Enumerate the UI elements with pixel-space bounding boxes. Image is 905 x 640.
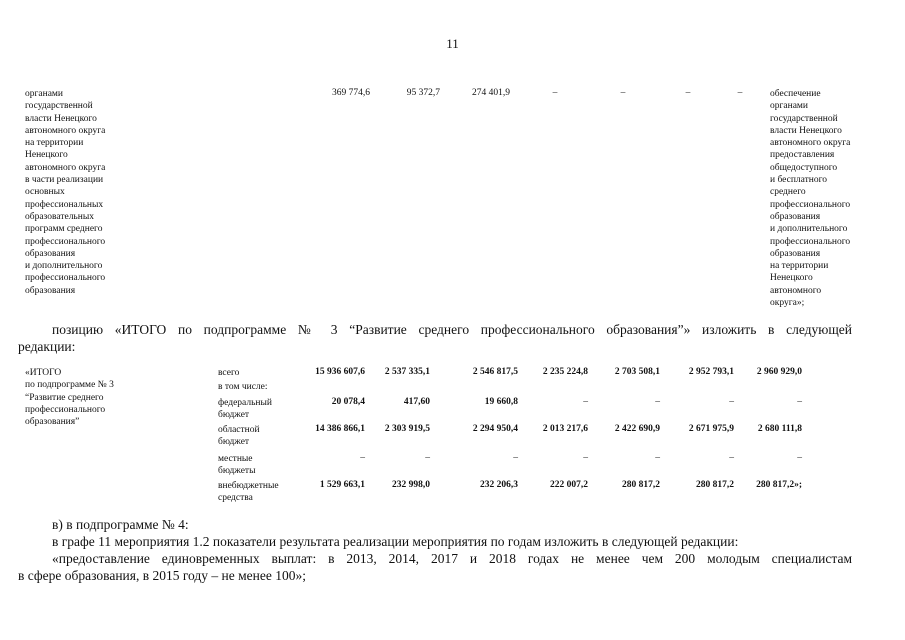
itogo-cell: 2 952 793,1	[688, 367, 734, 377]
itogo-cell: –	[655, 453, 660, 463]
itogo-cell: –	[797, 397, 802, 407]
itogo-cell: –	[729, 397, 734, 407]
continued-row-value: –	[552, 88, 558, 98]
itogo-cell: 232 998,0	[392, 480, 430, 490]
paragraph-itogo-instruction-cont: редакции:	[18, 339, 76, 354]
itogo-cell: 2 680 111,8	[757, 424, 802, 434]
itogo-cell: 15 936 607,6	[315, 367, 365, 377]
continued-row-value: –	[620, 88, 626, 98]
itogo-cell: –	[425, 453, 430, 463]
itogo-cell: 20 078,4	[331, 397, 365, 407]
itogo-cell: –	[360, 453, 365, 463]
itogo-cell: –	[583, 397, 588, 407]
itogo-label: «ИТОГО по подпрограмме № 3 “Развитие среднего профессионального образования”	[25, 368, 114, 428]
itogo-cell: 2 537 335,1	[384, 367, 430, 377]
continued-row-description: органами государственной власти Ненецкого автономного округа на территории Ненецкого автономного округа в части реализации основных профессиональных образовательных программ среднего профессионального образования и дополнительного профессионального образования	[25, 89, 106, 296]
itogo-row-label: в том числе:	[218, 382, 268, 392]
itogo-row-label: внебюджетные средства	[218, 481, 279, 504]
itogo-cell: 1 529 663,1	[319, 480, 365, 490]
continued-row-result: обеспечение органами государственной власти Ненецкого автономного округа предоставления общедоступного и бесплатного среднего профессионального образования и дополнительного профессионального образования на территории Ненецкого автономного округа»;	[770, 89, 851, 309]
continued-row-value: 274 401,9	[472, 88, 510, 98]
itogo-row-label: федеральный бюджет	[218, 398, 272, 421]
itogo-cell: 2 546 817,5	[472, 367, 518, 377]
itogo-cell: 232 206,3	[480, 480, 518, 490]
itogo-cell: 2 294 950,4	[472, 424, 518, 434]
itogo-cell: 2 013 217,6	[542, 424, 588, 434]
itogo-cell: 2 960 929,0	[756, 367, 802, 377]
itogo-cell: –	[583, 453, 588, 463]
itogo-cell: 280 817,2»;	[756, 480, 802, 490]
paragraph-payments-cont: в сфере образования, в 2015 году – не менее 100»;	[18, 568, 306, 583]
paragraph-column-11: в графе 11 мероприятия 1.2 показатели результата реализации мероприятия по годам изложить в следующей редакции:	[52, 534, 739, 549]
itogo-cell: 2 303 919,5	[384, 424, 430, 434]
itogo-cell: 14 386 866,1	[315, 424, 365, 434]
itogo-row-label: местные бюджеты	[218, 454, 256, 477]
itogo-cell: –	[797, 453, 802, 463]
continued-row-value: 95 372,7	[406, 88, 440, 98]
paragraph-subprogram-4: в) в подпрограмме № 4:	[52, 517, 189, 532]
itogo-cell: –	[655, 397, 660, 407]
itogo-cell: 222 007,2	[550, 480, 588, 490]
paragraph-itogo-instruction: позицию «ИТОГО по подпрограмме № 3 “Развитие среднего профессионального образования”» изложить в следующей	[52, 322, 852, 337]
itogo-cell: 2 703 508,1	[614, 367, 660, 377]
itogo-cell: 417,60	[403, 397, 430, 407]
itogo-cell: 19 660,8	[484, 397, 518, 407]
itogo-cell: –	[513, 453, 518, 463]
itogo-row-label: всего	[218, 368, 240, 378]
continued-row-value: –	[737, 88, 743, 98]
itogo-cell: 2 671 975,9	[688, 424, 734, 434]
itogo-row-label: областной бюджет	[218, 425, 260, 448]
itogo-cell: –	[729, 453, 734, 463]
page-number: 11	[446, 36, 459, 51]
itogo-cell: 2 235 224,8	[542, 367, 588, 377]
itogo-cell: 2 422 690,9	[614, 424, 660, 434]
continued-row-value: 369 774,6	[332, 88, 370, 98]
itogo-cell: 280 817,2	[622, 480, 660, 490]
itogo-cell: 280 817,2	[696, 480, 734, 490]
continued-row-value: –	[685, 88, 691, 98]
paragraph-payments: «предоставление единовременных выплат: в 2013, 2014, 2017 и 2018 годах не менее чем 200 молодым специалистам	[52, 551, 852, 566]
